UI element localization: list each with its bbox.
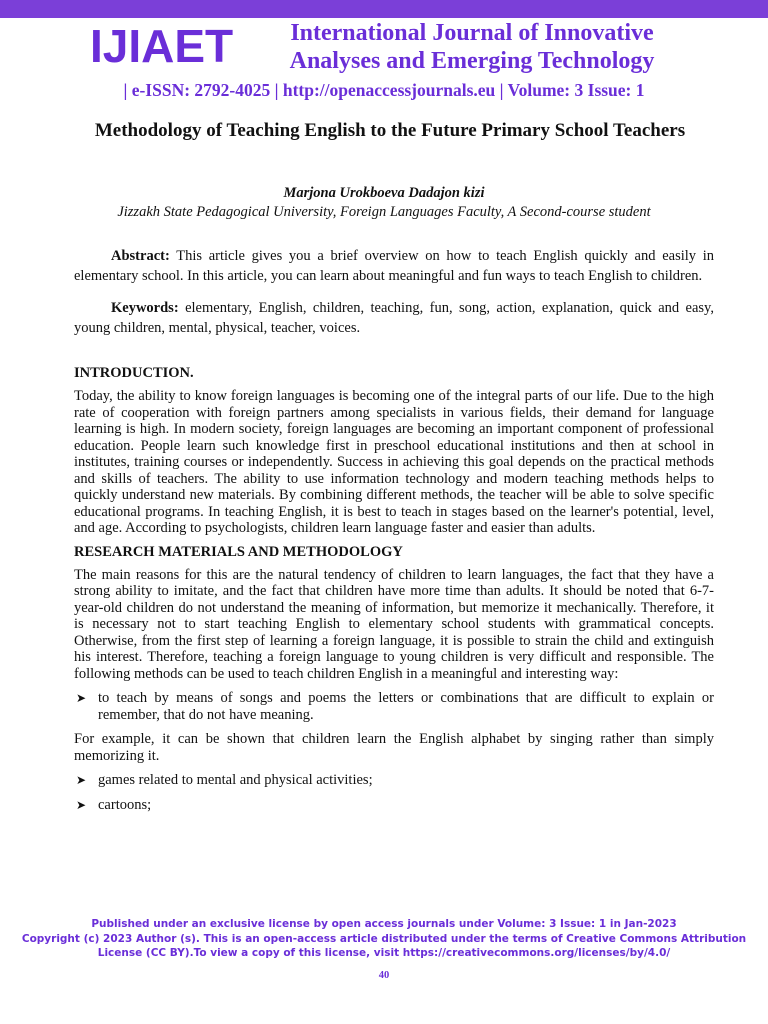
author-name: Marjona Urokboeva Dadajon kizi: [283, 185, 485, 201]
article-body: [74, 246, 714, 813]
arrowhead-bullet-icon: ➤: [76, 773, 87, 787]
research-paragraph: The main reasons for this are the natural tendency of children to learn languages, the fact that they have a strong ability to imitate, and the fact that children have more time than adults. It should be noted that 6-7-year-old children do not understand the meaning of information, but memorize it mechanically. Therefore, it is necessary not to start teaching English to elementary school students with grammatical concepts. Otherwise, from the first step of learning a foreign language, it is possible to strain the child and extinguish his interest. Therefore, teaching a foreign language to young children is very difficult and responsible. The following methods can be used to teach children English in a meaningful and interesting way:: [74, 566, 714, 682]
list-item: [74, 772, 714, 789]
list-item-text: cartoons;: [98, 796, 152, 813]
keywords-label: Keywords:: [111, 300, 179, 316]
journal-title: [262, 19, 682, 75]
paper-title: Methodology of Teaching English to the Future Primary School Teachers: [94, 120, 686, 141]
keywords-paragraph: [74, 298, 714, 338]
research-heading: RESEARCH MATERIALS AND METHODOLOGY: [74, 543, 403, 560]
introduction-paragraph: Today, the ability to know foreign languages is becoming one of the integral parts of our life. Due to the high rate of cooperation with foreign partners among specialists in various fields, their demand for language learning is high. In modern society, foreign languages are becoming an important component of professional education. People learn such knowledge first in preschool educational institutions and then at school in institutes, training courses or independently. Success in achieving this goal depends on the practical methods and skills of teachers. The ability to use information technology and modern teaching methods helps to quickly understand new materials. By combining different methods, the teacher will be able to solve specific educational programs. In teaching English, it is best to teach in stages based on the learner's potential, level, and age. According to psychologists, children learn language faster and easier than adults.: [74, 388, 714, 536]
arrowhead-bullet-icon: ➤: [76, 691, 87, 705]
keywords-text: elementary, English, children, teaching, fun, song, action, explanation, quick and easy, young children, mental, physical, teacher, voices.: [74, 300, 714, 336]
abstract-paragraph: [74, 246, 714, 286]
footer-line3: License (CC BY).To view a copy of this license, visit https://creativecommons.org/licenses/by/4.0/: [97, 947, 671, 959]
top-color-bar: [0, 0, 768, 18]
example-paragraph: For example, it can be shown that children learn the English alphabet by singing rather than simply memorizing it.: [74, 731, 714, 764]
issn-line: | e-ISSN: 2792-4025 | http://openaccessjournals.eu | Volume: 3 Issue: 1: [123, 80, 645, 100]
arrowhead-bullet-icon: ➤: [76, 797, 87, 812]
footer-line1: Published under an exclusive license by open access journals under Volume: 3 Issue: 1 in Jan-2023: [91, 918, 677, 930]
list-item: [74, 797, 714, 814]
list-item-text: games related to mental and physical activities;: [98, 772, 373, 788]
abstract-label: Abstract:: [111, 248, 170, 264]
page-number: 40: [378, 970, 390, 981]
abstract-text: This article gives you a brief overview on how to teach English quickly and easily in elementary school. In this article, you can learn about meaningful and fun ways to teach English to children.: [74, 248, 714, 284]
author-affiliation: Jizzakh State Pedagogical University, Foreign Languages Faculty, A Second-course student: [117, 204, 651, 220]
journal-title-line2: Analyses and Emerging Technology: [289, 48, 655, 74]
license-footer: [0, 917, 768, 961]
introduction-heading: INTRODUCTION.: [74, 365, 194, 381]
footer-line2: Copyright (c) 2023 Author (s). This is an open-access article distributed under the terms of Creative Commons Attribution: [21, 932, 747, 945]
list-item-text: to teach by means of songs and poems the letters or combinations that are difficult to explain or remember, that do not have meaning.: [98, 690, 714, 723]
journal-logo: IJIAET: [90, 20, 234, 72]
journal-title-line1: International Journal of Innovative: [290, 20, 654, 46]
list-item: [74, 690, 714, 723]
